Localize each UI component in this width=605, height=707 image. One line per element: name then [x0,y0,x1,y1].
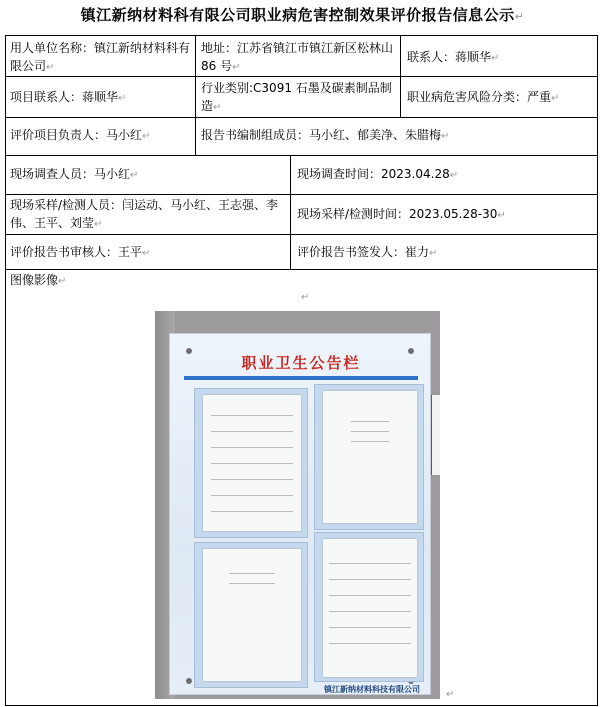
paragraph-mark: ↵ [232,62,241,73]
report-issuer: 评价报告书签发人：崔力 [297,245,430,259]
table-line [211,415,293,416]
paragraph-mark: ↵ [142,248,151,259]
table-line [211,447,293,448]
report-compilers: 报告书编制组成员：马小红、郁美净、朱腊梅 [201,128,442,142]
row-divider [5,234,598,235]
col-divider [195,117,196,155]
document-sheet [323,539,417,677]
issuer-cell [297,243,593,263]
paragraph-mark: ↵ [118,93,127,104]
site-surveyor: 现场调查人员：马小红 [10,167,131,181]
text-line [229,583,275,584]
table-line [211,511,293,512]
notice-board-photo [155,311,440,699]
contact-person: 联系人：蒋顺华 [407,50,492,64]
text-line [351,431,389,432]
paragraph-mark: ↵ [514,10,525,23]
paragraph-mark: ↵ [130,170,139,181]
document-holder [314,532,424,682]
project-contact-cell [10,88,192,108]
paragraph-mark: ↵ [551,93,560,104]
project-contact: 项目联系人：蒋顺华 [10,90,119,104]
table-line [329,611,411,612]
text-line [351,421,389,422]
reviewer-cell [10,243,288,263]
table-line [329,643,411,644]
employer-name-cell [10,39,192,77]
employer-name: 用人单位名称：镇江新纳材料科有限公司 [10,41,191,73]
bolt-icon [186,678,192,684]
leader-cell [10,126,192,146]
compilers-cell [201,126,593,146]
sampling-personnel: 现场采样/检测人员：闫运动、马小红、王志强、李伟、王平、刘莹 [10,198,279,230]
row-divider [5,155,598,156]
site-survey-time: 现场调查时间：2023.04.28 [297,167,450,181]
document-holder [194,542,308,688]
risk-classification: 职业病危害风险分类：严重 [407,90,552,104]
document-holder [194,388,308,538]
table-line [211,463,293,464]
row-divider [5,117,598,118]
contact-cell [407,48,593,68]
page-title [0,4,605,25]
col-divider [400,35,401,117]
document-holder [314,384,424,530]
paragraph-mark: ↵ [94,219,103,230]
document-sheet [203,395,301,531]
paragraph-mark: ↵ [491,53,500,64]
col-divider [195,35,196,117]
board-band [184,376,418,380]
table-line [211,479,293,480]
image-label: 图像影像 [10,273,59,287]
row-divider [5,194,598,195]
board-footer: 镇江新纳材料科技有限公司 [324,685,420,694]
address-cell [201,39,397,77]
text-line [229,573,275,574]
document-sheet [323,391,417,523]
risk-cell [407,88,595,108]
title-text: 镇江新纳材料科有限公司职业病危害控制效果评价报告信息公示 [80,6,515,24]
image-label-cell [10,271,310,291]
industry-cell [201,79,397,117]
table-line [329,595,411,596]
table-line [329,627,411,628]
samplers-cell [10,196,288,234]
table-line [329,563,411,564]
address: 地址：江苏省镇江市镇江新区松林山 86 号 [201,41,394,73]
table-line [329,579,411,580]
table-line [211,431,293,432]
notice-board [169,333,431,695]
sampling-time: 现场采样/检测时间：2023.05.28-30 [297,207,498,221]
paragraph-mark: ↵ [46,62,55,73]
paragraph-mark: ↵ [213,102,222,113]
paragraph-mark: ↵ [301,292,310,303]
paragraph-mark: ↵ [58,276,67,287]
document-sheet [203,549,301,681]
surveyor-cell [10,165,288,185]
adjacent-panel [430,395,440,475]
row-divider [5,269,598,270]
col-divider [290,155,291,269]
board-title: 职业卫生公告栏 [241,354,361,372]
paragraph-mark: ↵ [446,689,455,700]
project-leader: 评价项目负责人：马小红 [10,128,143,142]
text-line [351,441,389,442]
industry-category: 行业类别:C3091 石墨及碳素制品制造 [201,81,392,113]
paragraph-mark: ↵ [449,170,459,181]
paragraph-mark: ↵ [429,248,438,259]
table-line [211,495,293,496]
paragraph-mark: ↵ [441,131,450,142]
report-reviewer: 评价报告书审核人：王平 [10,245,143,259]
paragraph-mark: ↵ [497,210,506,221]
sampling-time-cell [297,205,593,225]
paragraph-mark: ↵ [142,131,151,142]
survey-time-cell [297,165,593,185]
